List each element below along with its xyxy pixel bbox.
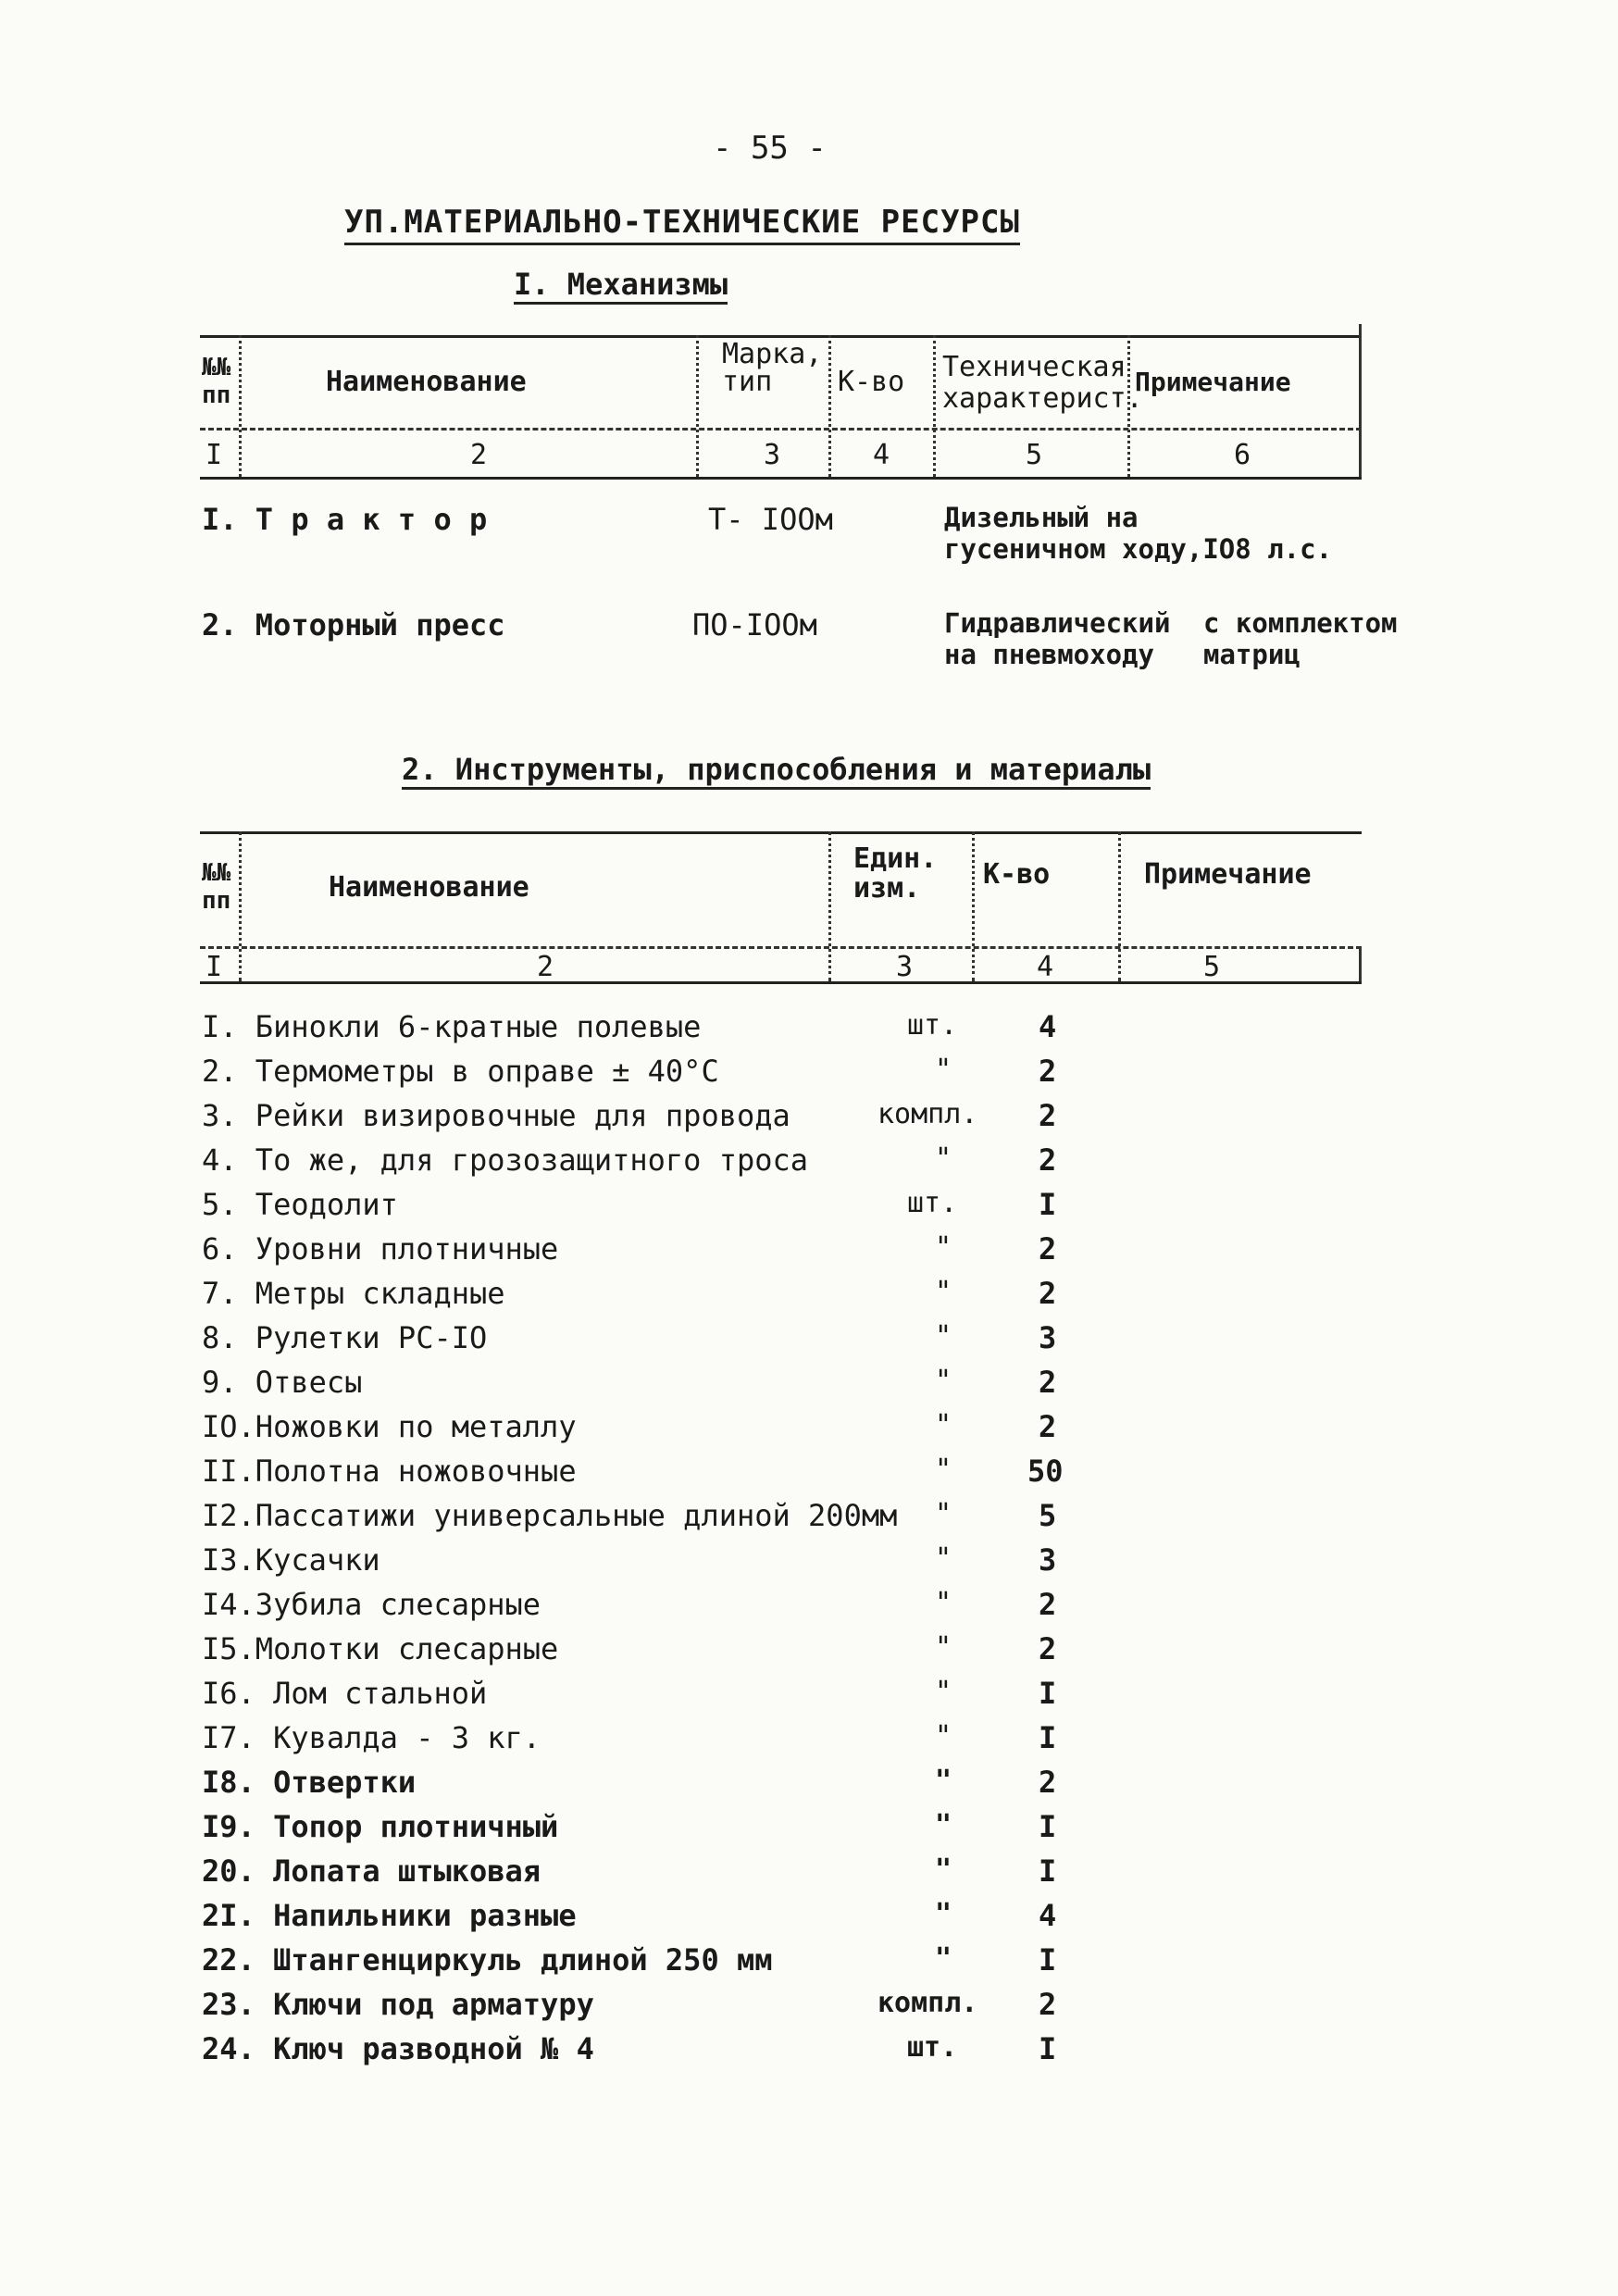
table1-col-number: 4: [873, 439, 890, 471]
table1-col-number: 2: [470, 439, 488, 471]
table2-row-name: I7. Кувалда - 3 кг.: [202, 1720, 541, 1755]
table1-col-number: 6: [1234, 439, 1251, 471]
table2-row-name: II.Полотна ножовочные: [202, 1454, 577, 1489]
table1-col-number: 5: [1026, 439, 1043, 471]
table2-row-unit: ": [935, 1898, 952, 1930]
table2-row-unit: ": [935, 1409, 952, 1441]
table2-row-name: 23. Ключи под арматуру: [202, 1987, 594, 2022]
table2-row-unit: ": [935, 1809, 952, 1841]
table2-row-unit: компл.: [877, 1987, 978, 2019]
table2-row-unit: шт.: [907, 2031, 958, 2064]
table2-row-unit: ": [935, 1676, 952, 1708]
table2-header-num: №№ пп: [202, 859, 231, 915]
table2-row-name: 6. Уровни плотничные: [202, 1231, 559, 1267]
table2-row-qty: I: [1039, 1676, 1057, 1711]
table2-row-unit: ": [935, 1142, 952, 1175]
table2-row-name: I3.Кусачки: [202, 1542, 380, 1578]
table2-row-unit: ": [935, 1276, 952, 1308]
table2-header-unit: Един. изм.: [853, 842, 938, 905]
table2-row-qty: 2: [1039, 1631, 1057, 1666]
table2-row-unit: шт.: [907, 1187, 958, 1219]
table2-row-unit: шт.: [907, 1009, 958, 1042]
table2-title: 2. Инструменты, приспособления и материалы: [402, 752, 1151, 790]
table1-row-name: I. Т р а к т о р: [202, 502, 488, 537]
table2-row-qty: 2: [1039, 1231, 1057, 1267]
table2-row-qty: 2: [1039, 1765, 1057, 1800]
table2-row-name: I6. Лом стальной: [202, 1676, 488, 1711]
table2-row-unit: ": [935, 1498, 952, 1530]
table2-row-unit: ": [935, 1054, 952, 1086]
table2-row-unit: ": [935, 1365, 952, 1397]
table2-row-qty: 2: [1039, 1987, 1057, 2022]
table2-header-note: Примечание: [1144, 858, 1312, 891]
table2-row-name: 2I. Напильники разные: [202, 1898, 577, 1933]
table2-row-unit: ": [935, 1542, 952, 1575]
table1-col-number: I: [205, 439, 223, 471]
table2-row-name: 7. Метры складные: [202, 1276, 505, 1311]
table2-row-name: I8. Отвертки: [202, 1765, 417, 1800]
table1-row-tech: Дизельный на гусеничном ходу,IO8 л.с.: [944, 502, 1333, 565]
table2-row-qty: 3: [1039, 1542, 1057, 1578]
table1-row-note: с комплектом матриц: [1203, 607, 1398, 670]
table1-header-qty: К-во: [838, 366, 905, 398]
table2-row-name: 24. Ключ разводной № 4: [202, 2031, 594, 2066]
table2-col-number: 2: [537, 951, 554, 983]
table2-row-unit: ": [935, 1720, 952, 1753]
table2-row-qty: I: [1039, 1942, 1057, 1978]
table2-row-unit: ": [935, 1942, 952, 1975]
table2-row-name: 22. Штангенциркуль длиной 250 мм: [202, 1942, 773, 1978]
table2-header-name: Наименование: [329, 871, 529, 904]
table2-row-name: 2. Термометры в оправе ± 40°С: [202, 1054, 719, 1089]
table1-row-mark: Т- IOOм: [708, 502, 833, 537]
table2-row-name: 8. Рулетки РС-IO: [202, 1320, 488, 1355]
table1-header-tech: Техническая характерист.: [942, 351, 1143, 415]
table2-row-name: 3. Рейки визировочные для провода: [202, 1098, 790, 1133]
table2-row-qty: 3: [1039, 1320, 1057, 1355]
table1-header-mark: Марка, тип: [722, 338, 823, 398]
table1-header-name: Наименование: [326, 366, 527, 398]
table2-col-number: 3: [896, 951, 914, 983]
table2-row-qty: 2: [1039, 1054, 1057, 1089]
table2-row-qty: 5: [1039, 1498, 1057, 1533]
table2-col-number: I: [205, 951, 223, 983]
table1-row-name: 2. Моторный пресс: [202, 607, 505, 643]
table2-row-qty: 2: [1039, 1365, 1057, 1400]
table2-row-name: 4. То же, для грозозащитного троса: [202, 1142, 809, 1178]
table1-title: I. Механизмы: [514, 267, 728, 305]
section-heading: УП.МАТЕРИАЛЬНО-ТЕХНИЧЕСКИЕ РЕСУРСЫ: [344, 204, 1020, 245]
table2-row-qty: 4: [1039, 1898, 1057, 1933]
table2-row-unit: компл.: [877, 1098, 978, 1130]
table2-row-unit: ": [935, 1454, 952, 1486]
table2-row-name: 5. Теодолит: [202, 1187, 398, 1222]
table2-row-unit: ": [935, 1587, 952, 1619]
table2-row-name: IO.Ножовки по металлу: [202, 1409, 577, 1444]
table2-row-qty: 2: [1039, 1142, 1057, 1178]
table2-row-qty: 4: [1039, 1009, 1057, 1044]
page-number: - 55 -: [713, 130, 827, 167]
table2-row-qty: 2: [1039, 1098, 1057, 1133]
table2-col-number: 5: [1203, 951, 1221, 983]
table2-row-name: I2.Пассатижи универсальные длиной 200мм: [202, 1498, 898, 1533]
table1-header-note: Примечание: [1135, 367, 1291, 397]
table2-row-name: I. Бинокли 6-кратные полевые: [202, 1009, 702, 1044]
table2-row-qty: 50: [1027, 1454, 1064, 1489]
table1-col-number: 3: [764, 439, 781, 471]
table2-row-name: I5.Молотки слесарные: [202, 1631, 559, 1666]
table2-row-unit: ": [935, 1320, 952, 1353]
table2-row-qty: 2: [1039, 1409, 1057, 1444]
table2-row-qty: 2: [1039, 1587, 1057, 1622]
table2-row-unit: ": [935, 1231, 952, 1264]
table1-row-tech: Гидравлический на пневмоходу: [944, 607, 1171, 670]
table2-row-unit: ": [935, 1631, 952, 1664]
table2-row-qty: I: [1039, 1187, 1057, 1222]
table2-col-number: 4: [1037, 951, 1054, 983]
table2-row-name: 20. Лопата штыковая: [202, 1853, 541, 1889]
table2-header-qty: К-во: [983, 858, 1051, 891]
table2-row-qty: I: [1039, 1809, 1057, 1844]
table2-row-unit: ": [935, 1853, 952, 1886]
table1-row-mark: ПО-IOOм: [692, 607, 817, 643]
table2-row-name: I9. Топор плотничный: [202, 1809, 559, 1844]
table2-row-qty: I: [1039, 2031, 1057, 2066]
table2-row-qty: I: [1039, 1720, 1057, 1755]
table1-header-num: №№ пп: [202, 354, 231, 409]
table2-row-name: 9. Отвесы: [202, 1365, 363, 1400]
table2-row-name: I4.Зубила слесарные: [202, 1587, 541, 1622]
table2-row-qty: 2: [1039, 1276, 1057, 1311]
table2-row-unit: ": [935, 1765, 952, 1797]
table2-row-qty: I: [1039, 1853, 1057, 1889]
